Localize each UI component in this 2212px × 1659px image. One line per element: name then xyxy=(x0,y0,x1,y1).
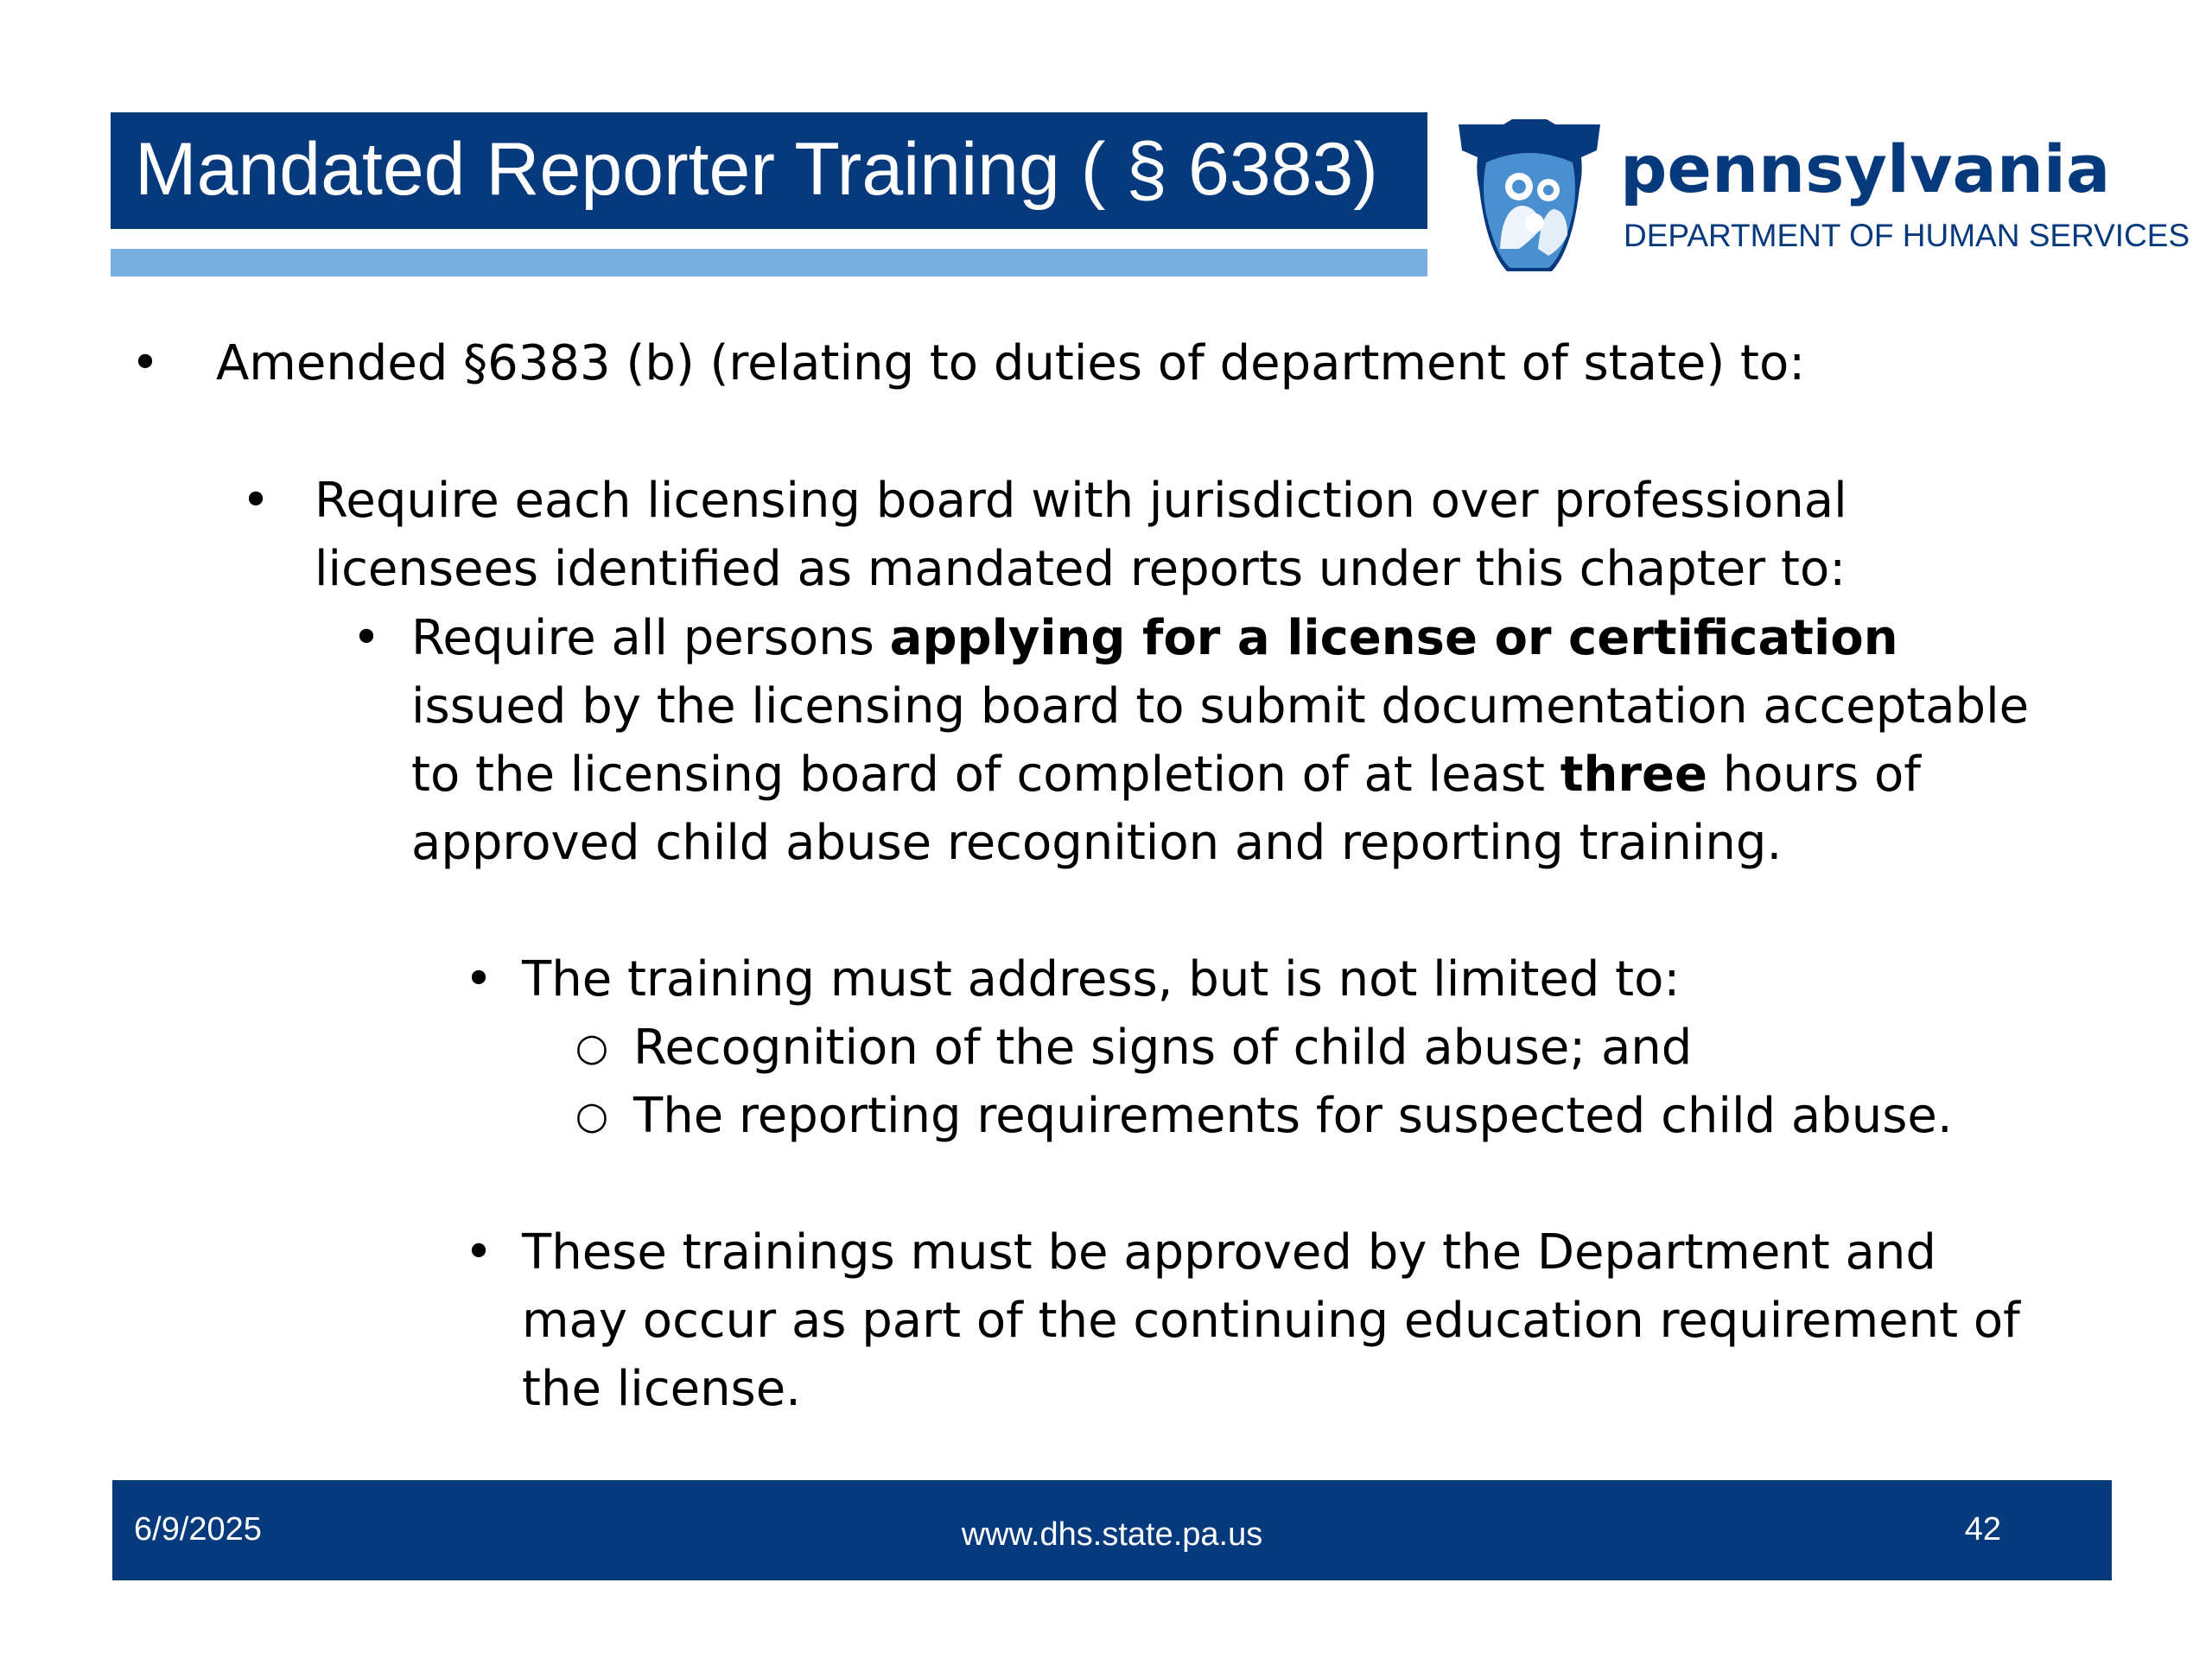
text-run: hours of xyxy=(1707,747,1922,803)
slide-title: Mandated Reporter Training ( § 6383) xyxy=(135,128,1378,211)
bullet-glyph: • xyxy=(464,951,493,1007)
logo-department: DEPARTMENT OF HUMAN SERVICES xyxy=(1624,218,2190,253)
pa-dhs-logo xyxy=(1452,119,2195,275)
footer-url: www.dhs.state.pa.us xyxy=(961,1516,1263,1553)
bullet-text-line: the license. xyxy=(522,1361,801,1417)
footer-bar xyxy=(112,1480,2112,1580)
keystone-family-icon xyxy=(1452,119,1607,275)
bullet-text-line: issued by the licensing board to submit documentation acceptable xyxy=(411,678,2030,734)
bullet-text-line: approved child abuse recognition and reporting training. xyxy=(411,815,1783,871)
bullet-text: Amended §6383 (b) (relating to duties of department of state) to: xyxy=(216,335,1806,391)
sub-bullet-text: Recognition of the signs of child abuse; and xyxy=(633,1020,1693,1076)
sub-bullet-text: The reporting requirements for suspected child abuse. xyxy=(633,1088,1953,1144)
text-run: to the licensing board of completion of at least xyxy=(411,747,1560,803)
bullet-text-line: Require each licensing board with jurisdiction over professional xyxy=(315,473,1847,529)
bold-text-run: three xyxy=(1560,747,1707,803)
bullet-glyph: • xyxy=(130,335,160,391)
bullet-text: The training must address, but is not limited to: xyxy=(522,951,1681,1007)
bullet-text-line: may occur as part of the continuing education requirement of xyxy=(522,1293,2020,1349)
bold-text-run: applying for a license or certification xyxy=(889,610,1898,666)
bullet-glyph: • xyxy=(464,1224,493,1281)
sub-bullet-glyph: ○ xyxy=(575,1026,609,1070)
logo-wordmark: pennsylvania xyxy=(1620,130,2111,207)
page-number: 42 xyxy=(1964,1511,2001,1548)
title-accent-stripe xyxy=(111,249,1427,276)
bullet-glyph: • xyxy=(241,473,270,529)
footer-date: 6/9/2025 xyxy=(134,1511,262,1548)
title-bar xyxy=(111,112,1427,229)
bullet-glyph: • xyxy=(352,610,381,666)
sub-bullet-glyph: ○ xyxy=(575,1094,609,1138)
bullet-text-line xyxy=(411,741,1921,809)
bullet-text-line xyxy=(411,604,1898,672)
bullet-text-line: These trainings must be approved by the Department and xyxy=(522,1224,1936,1281)
text-run: Require all persons xyxy=(411,610,890,666)
bullet-text-line: licensees identified as mandated reports under this chapter to: xyxy=(315,541,1847,597)
